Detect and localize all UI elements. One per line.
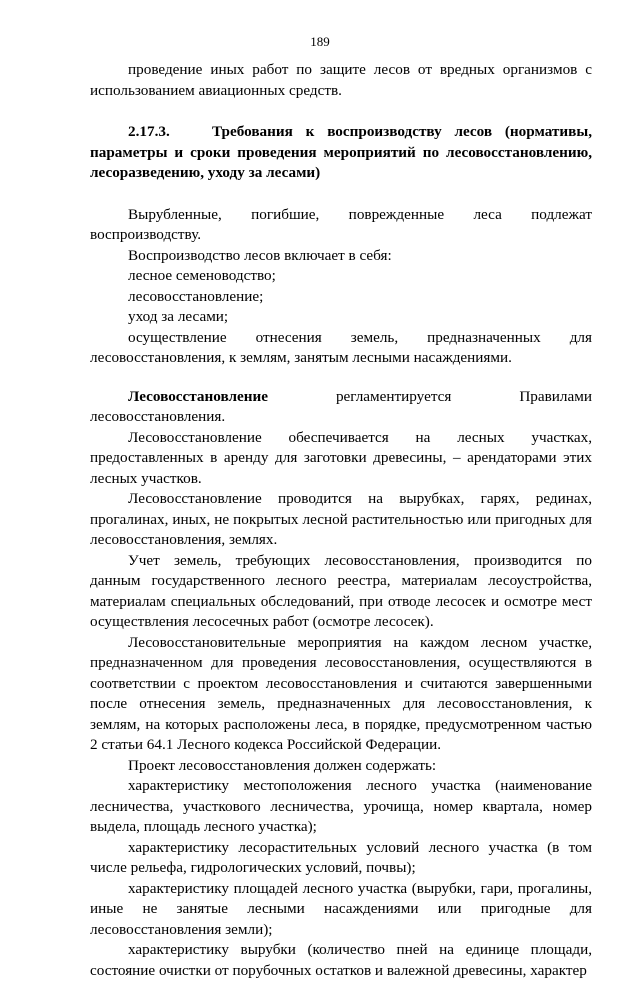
paragraph-intro: проведение иных работ по защите лесов от вредных организмов с использованием авиационных средств.	[90, 61, 592, 99]
paragraph-provided: Лесовосстановление обеспечивается на лесных участках, предоставленных в аренду для заготовки древесины, – арендаторами этих лесных участков.	[90, 428, 592, 487]
list-item: лесное семеноводство;	[128, 267, 276, 284]
paragraph-includes: Воспроизводство лесов включает в себя:	[128, 246, 392, 264]
section-title: Требования к воспроизводству лесов (нормативы, параметры и сроки проведения мероприятий по лесовосстановлению, лесоразведению, уходу за лесами)	[90, 123, 592, 181]
paragraph-project: Проект лесовосстановления должен содержать:	[128, 756, 437, 774]
reg-end: Правилами	[519, 387, 592, 405]
list-item: лесовосстановление;	[128, 287, 264, 305]
reg-middle: регламентируется	[335, 387, 452, 405]
section-heading	[90, 122, 592, 184]
paragraph-accounting: Учет земель, требующих лесовосстановления, производится по данным государственного лесного реестра, материалам лесоустройства, материалам специальных обследований, при отводе лесосек и осмотре мест осуществления лесосечных работ (осмотре лесосек).	[90, 551, 592, 630]
list-item: характеристику вырубки (количество пней на единице площади, состояние очистки от порубочных остатков и валежной древесины, характер	[90, 941, 592, 979]
list-item: уход за лесами;	[128, 308, 229, 325]
section-number: 2.17.3.	[128, 123, 170, 140]
list-item: характеристику площадей лесного участка (вырубки, гари, прогалины, иные не занятые лесными насаждениями или пригодные для лесовосстановления земли);	[90, 879, 592, 938]
page-number: 189	[310, 34, 330, 49]
document-body	[90, 60, 592, 981]
paragraph-regulation-tail: лесовосстановления.	[90, 408, 226, 425]
term-reforestation: Лесовосстановление	[128, 387, 268, 405]
paragraph-measures: Лесовосстановительные мероприятия на каждом лесном участке, предназначенном для проведения лесовосстановления, осуществляются в соответствии с проектом лесовосстановления и считаются завершенными после отнесения земель, предназначенных для лесовосстановления, к землям, на которых расположены леса, в порядке, предусмотренном частью 2 статьи 64.1 Лесного кодекса Российской Федерации.	[90, 633, 592, 753]
paragraph-carried: Лесовосстановление проводится на вырубках, гарях, рединах, прогалинах, иных, не покрытых лесной растительностью или пригодных для лесовосстановления, землях.	[90, 490, 592, 548]
paragraph-regulation	[90, 387, 592, 408]
list-item: характеристику местоположения лесного участка (наименование лесничества, участкового лесничества, урочища, номер квартала, номер выдела, площадь лесного участка);	[90, 777, 592, 835]
list-item: характеристику лесорастительных условий лесного участка (в том числе рельефа, гидрологических условий, почвы);	[90, 838, 592, 876]
paragraph-felled: Вырубленные, погибшие, поврежденные леса подлежат воспроизводству.	[90, 205, 592, 243]
list-item: осуществление отнесения земель, предназначенных для лесовосстановления, к землям, занятым лесными насаждениями.	[90, 328, 592, 366]
